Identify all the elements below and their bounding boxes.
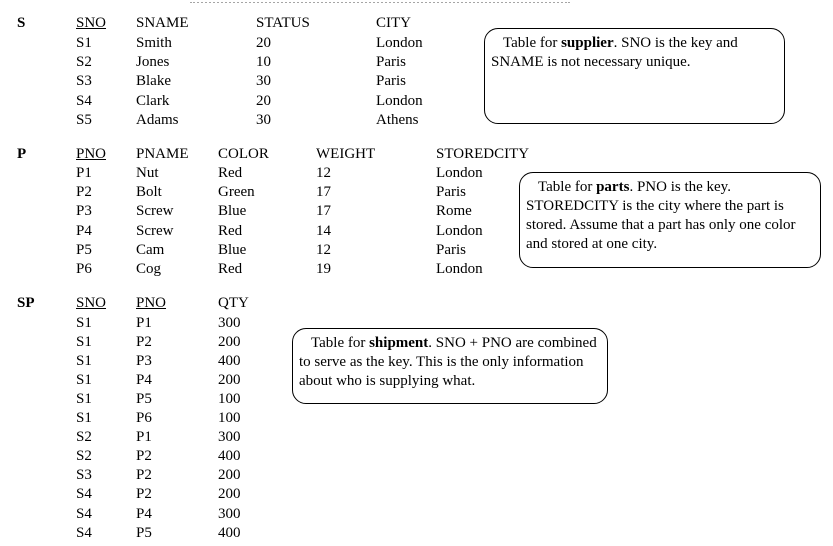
table-sp-cell: P6 <box>136 410 152 427</box>
table-p-cell: P5 <box>76 241 92 258</box>
table-p-cell: Blue <box>218 203 247 220</box>
table-s-header-city: CITY <box>376 15 411 31</box>
table-sp-cell: P5 <box>136 391 152 408</box>
table-s-cell: 20 <box>256 35 271 51</box>
table-s-cell: Adams <box>136 111 179 128</box>
table-sp-cell: 100 <box>218 391 241 408</box>
table-s-cell: Paris <box>376 54 406 71</box>
table-sp-header-qty: QTY <box>218 295 249 311</box>
table-sp-cell: 200 <box>218 334 241 351</box>
table-sp-cell: P1 <box>136 429 152 446</box>
table-p-cell: Green <box>218 184 255 201</box>
shipment-note-pre: Table for <box>311 335 370 351</box>
table-sp-cell: 200 <box>218 372 241 389</box>
parts-note-pre: Table for <box>538 179 597 195</box>
table-p-cell: London <box>436 165 483 181</box>
supplier-note <box>484 28 785 124</box>
table-sp-cell: S4 <box>76 524 92 541</box>
table-p-cell: Paris <box>436 184 466 201</box>
table-s-cell: Blake <box>136 73 171 90</box>
table-p-name: P <box>17 146 27 162</box>
table-p-header-weight: WEIGHT <box>316 146 376 162</box>
table-s-header-sno: SNO <box>76 15 107 31</box>
table-sp-cell: S1 <box>76 372 92 389</box>
table-p-cell: 19 <box>316 261 331 277</box>
table-sp-cell: P2 <box>136 334 152 351</box>
table-p-cell: P3 <box>76 203 92 220</box>
table-p-cell: 17 <box>316 203 331 220</box>
table-sp-cell: 300 <box>218 315 241 331</box>
table-p-cell: Screw <box>136 203 174 220</box>
table-p-cell: Screw <box>136 222 174 239</box>
table-p-cell: Bolt <box>136 184 162 201</box>
table-s-cell: 30 <box>256 111 271 128</box>
table-sp-cell: S1 <box>76 353 92 370</box>
table-p-cell: Cam <box>136 241 165 258</box>
table-sp-cell: P5 <box>136 524 152 541</box>
table-sp-cell: S1 <box>76 410 92 427</box>
table-p-cell: 12 <box>316 165 331 181</box>
table-s-cell: 10 <box>256 54 271 71</box>
table-p-cell: P1 <box>76 165 92 181</box>
table-sp-header-pno: PNO <box>136 295 167 311</box>
table-p-cell: P6 <box>76 261 92 277</box>
table-sp-cell: P4 <box>136 505 152 522</box>
table-sp-cell: 400 <box>218 448 241 465</box>
table-p-header-storedcity: STOREDCITY <box>436 146 530 162</box>
table-s-cell: S4 <box>76 92 92 109</box>
table-sp-cell: 200 <box>218 486 241 503</box>
table-sp-cell: S1 <box>76 334 92 351</box>
table-sp-cell: P1 <box>136 315 152 331</box>
table-sp-cell: 400 <box>218 524 241 541</box>
table-sp-cell: P4 <box>136 372 152 389</box>
table-s-cell: 30 <box>256 73 271 90</box>
table-p-cell: P2 <box>76 184 92 201</box>
table-sp-cell: S1 <box>76 315 92 331</box>
table-s-header-sname: SNAME <box>136 15 189 31</box>
table-s-cell: S3 <box>76 73 92 90</box>
table-p-cell: 17 <box>316 184 331 201</box>
table-s-cell: Smith <box>136 35 172 51</box>
table-p-cell: Cog <box>136 261 162 277</box>
table-p-cell: Rome <box>436 203 472 220</box>
table-sp-cell: S1 <box>76 391 92 408</box>
table-s-cell: Clark <box>136 92 170 109</box>
table-s-cell: Jones <box>136 54 170 71</box>
table-s-cell: Paris <box>376 73 406 90</box>
table-sp-cell: S3 <box>76 467 92 484</box>
table-p-cell: Paris <box>436 241 466 258</box>
table-sp-cell: 400 <box>218 353 241 370</box>
supplier-note-pre: Table for <box>503 35 562 51</box>
parts-note-post: . PNO is the key. STOREDCITY is the city where the part is stored. Assume that a part has only one color and stored at one city. <box>526 179 796 252</box>
table-sp-cell: P3 <box>136 353 152 370</box>
table-s-cell: London <box>376 35 423 51</box>
table-sp-name: SP <box>17 295 35 311</box>
table-p-cell: 12 <box>316 241 331 258</box>
shipment-note <box>292 328 608 404</box>
table-s-cell: Athens <box>376 111 419 128</box>
table-sp-cell: 300 <box>218 505 241 522</box>
table-s-cell: London <box>376 92 423 109</box>
table-s-cell: S2 <box>76 54 92 71</box>
table-p-header-color: COLOR <box>218 146 269 162</box>
table-p-cell: Blue <box>218 241 247 258</box>
table-s-cell: S5 <box>76 111 92 128</box>
parts-note-bold: parts <box>596 179 630 195</box>
table-p-cell: London <box>436 261 483 277</box>
table-sp-cell: 300 <box>218 429 241 446</box>
parts-note <box>519 172 821 268</box>
table-sp-cell: P2 <box>136 486 152 503</box>
table-sp-cell: 100 <box>218 410 241 427</box>
table-sp-cell: P2 <box>136 448 152 465</box>
table-p-cell: 14 <box>316 222 331 239</box>
table-p-cell: Red <box>218 165 243 181</box>
table-p-cell: London <box>436 222 483 239</box>
table-sp-cell: S4 <box>76 486 92 503</box>
supplier-note-post: . SNO is the key and SNAME is not necessary unique. <box>491 35 738 70</box>
table-p-header-pno: PNO <box>76 146 107 162</box>
table-sp-cell: S4 <box>76 505 92 522</box>
table-p-cell: Red <box>218 222 243 239</box>
supplier-note-bold: supplier <box>561 35 614 51</box>
table-p-header-pname: PNAME <box>136 146 189 162</box>
shipment-note-post: . SNO + PNO are combined to serve as the key. This is the only information about who is supplying what. <box>299 335 597 389</box>
table-p-cell: Nut <box>136 165 159 181</box>
table-sp-cell: P2 <box>136 467 152 484</box>
table-s-cell: 20 <box>256 92 271 109</box>
table-p-cell: P4 <box>76 222 92 239</box>
table-p-cell: Red <box>218 261 243 277</box>
table-sp-header-sno: SNO <box>76 295 107 311</box>
shipment-note-bold: shipment <box>369 335 429 351</box>
top-cut-line <box>0 0 833 3</box>
table-sp-cell: S2 <box>76 429 92 446</box>
table-s-name: S <box>17 15 26 31</box>
table-sp-cell: S2 <box>76 448 92 465</box>
table-sp-cell: 200 <box>218 467 241 484</box>
table-s-header-status: STATUS <box>256 15 310 31</box>
table-s-cell: S1 <box>76 35 92 51</box>
